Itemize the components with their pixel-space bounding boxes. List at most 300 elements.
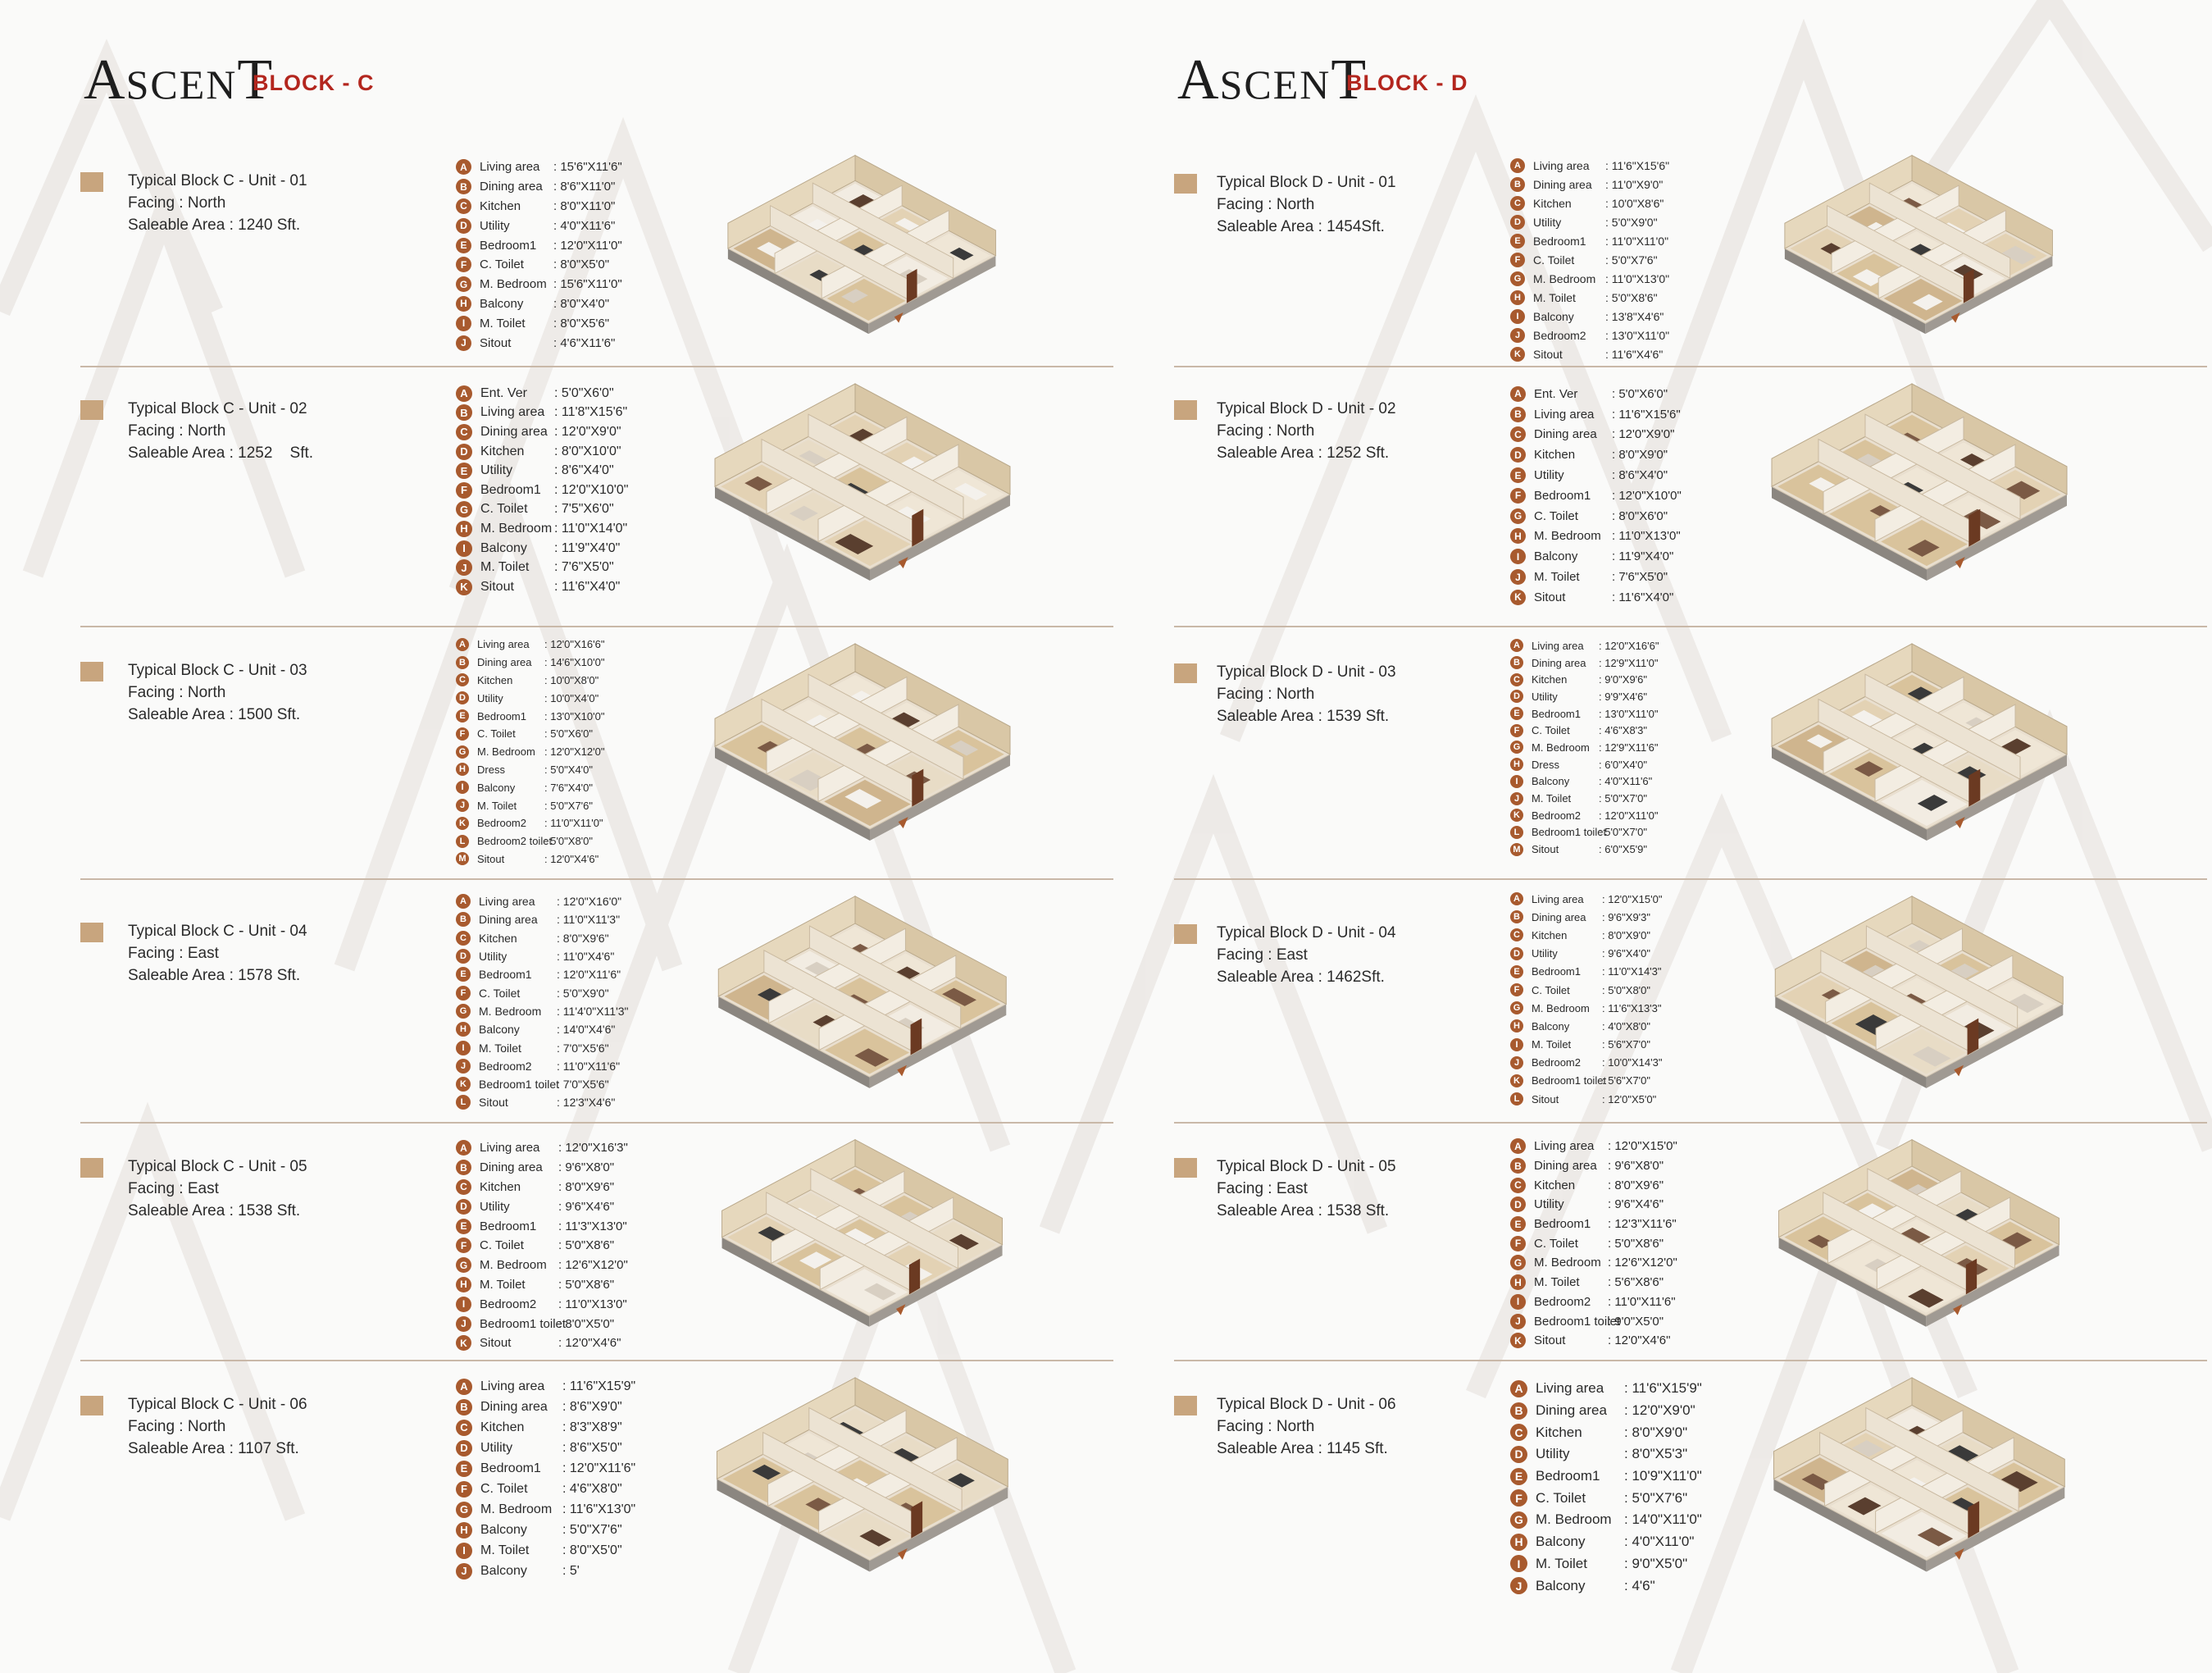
room-name: Balcony bbox=[479, 1023, 520, 1037]
unit-facing: Facing : North bbox=[128, 1418, 226, 1435]
room-letter-badge: I bbox=[1510, 309, 1525, 324]
room-name: M. Bedroom bbox=[1532, 1001, 1590, 1014]
room-name: Utility bbox=[480, 218, 510, 233]
room-letter-badge: G bbox=[456, 1257, 471, 1273]
room-dimension: : 11'0"X14'0" bbox=[554, 521, 628, 536]
room-dimension: : 5'0"X9'0" bbox=[1605, 215, 1658, 229]
unit-facing: Facing : East bbox=[1217, 1180, 1308, 1197]
room-dimension: : 10'0"X8'0" bbox=[544, 673, 599, 686]
block-title: BLOCK - C bbox=[253, 71, 375, 95]
room-dimension: : 5'0"X7'0" bbox=[1599, 792, 1648, 805]
room-letter-badge: B bbox=[456, 1160, 471, 1175]
room-dimension: : 4'6"X8'0" bbox=[562, 1481, 622, 1496]
room-dimension: : 12'6"X12'0" bbox=[1608, 1256, 1677, 1270]
room-item-m-bedroom bbox=[456, 1002, 629, 1020]
room-letter-badge: B bbox=[456, 179, 471, 194]
room-name: M. Toilet bbox=[1532, 792, 1572, 805]
room-letter-badge: J bbox=[456, 335, 471, 351]
room-letter-badge: A bbox=[1510, 1138, 1526, 1154]
room-dimension: : 7'5"X6'0" bbox=[554, 502, 614, 517]
room-item-living-area bbox=[1510, 404, 1682, 425]
room-letter-badge: K bbox=[456, 817, 469, 830]
room-letter-badge: A bbox=[1510, 386, 1526, 402]
room-item-m-bedroom bbox=[1510, 739, 1659, 756]
room-letter-badge: I bbox=[1510, 1294, 1526, 1310]
room-dimension: : 5'0"X7'6" bbox=[1624, 1489, 1688, 1506]
room-item-balcony bbox=[1510, 1017, 1662, 1035]
room-letter-badge: H bbox=[1510, 528, 1526, 544]
room-item-living-area bbox=[456, 1138, 628, 1158]
room-name: Living area bbox=[480, 160, 540, 175]
room-name: Balcony bbox=[477, 781, 516, 794]
room-dimension: : 8'0"X9'0" bbox=[1624, 1424, 1688, 1440]
room-item-kitchen bbox=[1510, 1421, 1702, 1443]
room-item-bedroom1 bbox=[456, 1216, 628, 1236]
room-dimension-list bbox=[456, 892, 629, 1112]
unit-5-row bbox=[1174, 1124, 2207, 1361]
room-name: Utility bbox=[1532, 690, 1558, 703]
room-dimension: : 14'0"X11'0" bbox=[1624, 1511, 1702, 1528]
room-name: Dining area bbox=[480, 1399, 548, 1414]
room-name: Bedroom2 bbox=[477, 817, 526, 830]
room-name: M. Toilet bbox=[480, 560, 530, 575]
room-name: Living area bbox=[1533, 158, 1590, 172]
unit-saleable-area: Saleable Area : 1538 Sft. bbox=[1217, 1202, 1390, 1219]
room-dimension: : 11'9"X4'0" bbox=[554, 540, 621, 555]
room-name: Living area bbox=[480, 405, 545, 420]
room-item-living-area bbox=[456, 1376, 635, 1397]
room-letter-badge: C bbox=[456, 1420, 472, 1436]
room-name: C. Toilet bbox=[479, 986, 521, 1000]
floor-plan-render bbox=[1748, 639, 2076, 868]
room-item-living-area bbox=[1510, 1378, 1702, 1400]
room-item-c-toilet bbox=[1510, 1487, 1702, 1509]
unit-facing: Facing : East bbox=[128, 1180, 219, 1197]
room-item-m-toilet bbox=[1510, 1273, 1677, 1292]
room-item-c-toilet bbox=[1510, 250, 1669, 269]
room-letter-badge: D bbox=[456, 1440, 472, 1456]
room-dimension: : 8'0"X5'3" bbox=[1624, 1446, 1688, 1462]
unit-4-row bbox=[80, 880, 1113, 1124]
room-name: Bedroom1 toilet bbox=[1532, 826, 1607, 839]
unit-1-row bbox=[80, 139, 1113, 367]
room-name: Bedroom1 toilet bbox=[1532, 1074, 1607, 1087]
room-item-utility bbox=[1510, 1443, 1702, 1466]
unit-marker bbox=[80, 1158, 103, 1178]
room-name: Balcony bbox=[480, 296, 524, 311]
room-letter-badge: H bbox=[1510, 1019, 1523, 1033]
room-letter-badge: I bbox=[456, 316, 471, 331]
room-letter-badge: K bbox=[1510, 809, 1523, 822]
room-name: M. Toilet bbox=[480, 316, 526, 330]
room-item-bedroom1 bbox=[1510, 485, 1682, 506]
room-name: Dining area bbox=[480, 1160, 543, 1175]
unit-saleable-area: Saleable Area : 1252 Sft. bbox=[1217, 444, 1390, 462]
room-letter-badge: J bbox=[1510, 792, 1523, 805]
room-letter-badge: A bbox=[456, 159, 471, 175]
room-dimension: : 11'8"X15'6" bbox=[554, 405, 628, 420]
room-dimension: : 11'0"X11'3" bbox=[557, 913, 621, 927]
room-item-kitchen bbox=[1510, 194, 1669, 212]
room-item-balcony bbox=[1510, 546, 1682, 567]
room-letter-badge: J bbox=[456, 559, 472, 576]
unit-marker bbox=[1174, 174, 1197, 194]
room-dimension: : 12'0"X10'0" bbox=[554, 482, 629, 497]
room-name: Balcony bbox=[1536, 1534, 1586, 1550]
room-dimension: : 12'0"X15'0" bbox=[1608, 1139, 1677, 1154]
room-letter-badge: D bbox=[1510, 447, 1526, 463]
room-item-balcony bbox=[456, 539, 628, 558]
room-item-dress bbox=[456, 761, 604, 779]
room-dimension: : 15'6"X11'6" bbox=[553, 160, 622, 175]
unit-title: Typical Block C - Unit - 06 bbox=[128, 1396, 307, 1413]
room-item-bedroom1 bbox=[456, 1458, 635, 1479]
room-name: M. Bedroom bbox=[1534, 1256, 1601, 1270]
room-item-bedroom1 bbox=[456, 481, 628, 500]
room-letter-badge: D bbox=[1510, 1446, 1527, 1463]
room-dimension: : 5'6"X8'6" bbox=[1608, 1275, 1664, 1290]
floor-plan-image bbox=[691, 1135, 1019, 1357]
floor-plan-render bbox=[691, 639, 1019, 868]
room-dimension: : 8'6"X4'0" bbox=[554, 463, 614, 478]
room-dimension: : 13'0"X10'0" bbox=[544, 709, 605, 723]
room-item-kitchen bbox=[456, 1417, 635, 1438]
room-name: Kitchen bbox=[479, 931, 517, 945]
room-item-m-bedroom bbox=[1510, 999, 1662, 1017]
room-name: Living area bbox=[1534, 407, 1595, 422]
room-dimension: : 11'6"X4'0" bbox=[554, 579, 621, 594]
room-item-sitout bbox=[1510, 587, 1682, 608]
room-name: Bedroom2 bbox=[1533, 328, 1586, 342]
room-item-dining-area bbox=[456, 654, 604, 672]
floor-plan-image bbox=[1748, 379, 2076, 613]
floor-plan-render bbox=[1748, 1373, 2076, 1599]
room-letter-badge: G bbox=[1510, 508, 1526, 524]
room-letter-badge: J bbox=[1510, 1314, 1526, 1329]
room-dimension: : 4'6"X8'3" bbox=[1599, 724, 1648, 737]
room-letter-badge: D bbox=[456, 949, 471, 964]
room-dimension: : 12'0"X11'0" bbox=[553, 238, 622, 253]
room-item-kitchen bbox=[1510, 926, 1662, 944]
room-item-dress bbox=[1510, 756, 1659, 773]
room-name: C. Toilet bbox=[1532, 724, 1570, 737]
room-name: Sitout bbox=[1534, 1333, 1566, 1348]
unit-title: Typical Block C - Unit - 03 bbox=[128, 662, 307, 679]
room-dimension: : 4'0"X11'0" bbox=[1624, 1534, 1695, 1550]
room-dimension: : 4'0"X11'6" bbox=[1599, 775, 1653, 788]
room-item-dining-area bbox=[456, 422, 628, 442]
room-item-utility bbox=[456, 216, 622, 235]
room-dimension: : 11'0"X13'0" bbox=[558, 1297, 627, 1311]
unit-info bbox=[1217, 1394, 1396, 1460]
unit-facing: Facing : North bbox=[128, 194, 226, 212]
room-letter-badge: C bbox=[1510, 426, 1526, 442]
room-item-bedroom1 bbox=[1510, 963, 1662, 981]
unit-saleable-area: Saleable Area : 1539 Sft. bbox=[1217, 708, 1390, 725]
room-letter-badge: F bbox=[456, 986, 471, 1001]
room-dimension: : 5'0"X7'6" bbox=[562, 1522, 622, 1537]
room-letter-badge: J bbox=[456, 1563, 472, 1580]
room-name: Sitout bbox=[477, 852, 505, 865]
room-dimension: : 5'0"X6'0" bbox=[544, 727, 594, 741]
room-letter-badge: H bbox=[456, 296, 471, 312]
room-letter-badge: A bbox=[456, 385, 472, 402]
room-name: Utility bbox=[477, 691, 503, 704]
room-dimension: : 10'0"X4'0" bbox=[544, 691, 599, 704]
room-dimension: : 5'0"X8'6" bbox=[1608, 1236, 1664, 1251]
unit-facing: Facing : East bbox=[1217, 946, 1308, 964]
room-item-balcony bbox=[1510, 773, 1659, 791]
room-dimension: : 8'0"X9'6" bbox=[557, 931, 609, 945]
room-item-c-toilet bbox=[456, 255, 622, 275]
unit-marker bbox=[80, 172, 103, 192]
room-letter-badge: K bbox=[456, 579, 472, 595]
room-dimension: : 5'0"X8'6" bbox=[558, 1238, 615, 1253]
room-letter-badge: G bbox=[456, 745, 469, 759]
room-dimension: : 12'9"X11'6" bbox=[1599, 741, 1659, 754]
room-dimension: : 8'3"X8'9" bbox=[562, 1420, 622, 1434]
room-dimension: : 9'6"X4'0" bbox=[1602, 947, 1651, 960]
room-letter-badge: F bbox=[456, 257, 471, 272]
room-letter-badge: H bbox=[456, 1522, 472, 1539]
unit-title: Typical Block C - Unit - 04 bbox=[128, 923, 307, 940]
room-name: C. Toilet bbox=[480, 502, 528, 517]
room-item-m-toilet bbox=[1510, 790, 1659, 807]
unit-title: Typical Block D - Unit - 01 bbox=[1217, 174, 1396, 191]
block-c-column bbox=[80, 0, 1113, 1673]
room-letter-badge: J bbox=[456, 1316, 471, 1332]
room-letter-badge: B bbox=[1510, 1402, 1527, 1420]
room-dimension-list bbox=[456, 1376, 635, 1581]
room-letter-badge: D bbox=[456, 444, 472, 460]
room-item-m-toilet bbox=[456, 1275, 628, 1295]
room-letter-badge: E bbox=[1510, 467, 1526, 483]
room-item-dining-area bbox=[1510, 654, 1659, 672]
unit-2-row bbox=[1174, 367, 2207, 627]
room-dimension-list bbox=[1510, 1378, 1702, 1597]
room-letter-badge: K bbox=[1510, 347, 1525, 362]
unit-info bbox=[1217, 399, 1396, 464]
room-letter-badge: D bbox=[456, 1199, 471, 1215]
room-letter-badge: B bbox=[456, 404, 472, 421]
room-letter-badge: I bbox=[1510, 1555, 1527, 1572]
room-dimension: : 8'6"X4'0" bbox=[1612, 468, 1668, 483]
room-dimension: : 11'6"X15'9" bbox=[1624, 1380, 1702, 1397]
room-dimension: : 12'0"X16'0" bbox=[557, 895, 622, 909]
room-letter-badge: I bbox=[1510, 1038, 1523, 1051]
room-letter-badge: B bbox=[1510, 177, 1525, 192]
unit-saleable-area: Saleable Area : 1145 Sft. bbox=[1217, 1440, 1388, 1457]
unit-marker bbox=[80, 923, 103, 942]
room-name: Kitchen bbox=[477, 673, 513, 686]
room-name: C. Toilet bbox=[1532, 983, 1570, 996]
room-item-balcony bbox=[456, 1020, 629, 1038]
room-letter-badge: G bbox=[456, 1502, 472, 1518]
room-letter-badge: B bbox=[1510, 910, 1523, 923]
room-dimension: : 12'0"X15'0" bbox=[1602, 892, 1663, 905]
room-letter-badge: E bbox=[1510, 1216, 1526, 1232]
room-name: Living area bbox=[477, 638, 530, 651]
room-item-sitout bbox=[456, 333, 622, 353]
room-letter-badge: D bbox=[1510, 690, 1523, 703]
room-dimension: : 5'0"X6'0" bbox=[1612, 386, 1668, 401]
room-letter-badge: H bbox=[1510, 290, 1525, 305]
block-c-header bbox=[80, 48, 736, 113]
room-item-dining-area bbox=[1510, 425, 1682, 445]
room-letter-badge: E bbox=[456, 1219, 471, 1234]
room-dimension: : 11'6"X13'3" bbox=[1602, 1001, 1662, 1014]
unit-saleable-area: Saleable Area : 1462Sft. bbox=[1217, 969, 1385, 986]
unit-info bbox=[128, 660, 307, 726]
room-name: M. Bedroom bbox=[480, 1258, 547, 1273]
room-name: Sitout bbox=[480, 1336, 512, 1351]
room-dimension: : 11'0"X13'0" bbox=[1605, 271, 1670, 285]
room-name: Kitchen bbox=[1532, 673, 1568, 686]
room-dimension: : 10'9"X11'0" bbox=[1624, 1468, 1702, 1484]
room-dimension: : 11'6"X13'0" bbox=[562, 1502, 636, 1516]
room-item-kitchen bbox=[456, 929, 629, 947]
room-dimension: : 13'8"X4'6" bbox=[1605, 309, 1664, 323]
room-letter-badge: A bbox=[1510, 158, 1525, 173]
room-item-balcony bbox=[1510, 1531, 1702, 1553]
room-letter-badge: J bbox=[1510, 569, 1526, 585]
room-name: C. Toilet bbox=[477, 727, 516, 741]
room-item-utility bbox=[456, 947, 629, 965]
room-item-sitout bbox=[1510, 344, 1669, 363]
room-item-m-bedroom bbox=[456, 519, 628, 539]
room-dimension-list bbox=[1510, 890, 1662, 1108]
room-item-dining-area bbox=[1510, 1156, 1677, 1176]
block-d-column bbox=[1174, 0, 2207, 1673]
room-item-bedroom2 bbox=[456, 814, 604, 832]
unit-info bbox=[128, 1156, 307, 1222]
room-name: Sitout bbox=[480, 579, 514, 594]
room-item-balcony bbox=[1510, 1575, 1702, 1597]
room-letter-badge: M bbox=[456, 852, 469, 865]
room-dimension: : 7'6"X5'0" bbox=[1612, 570, 1668, 585]
room-name: Kitchen bbox=[1536, 1424, 1582, 1440]
floor-plan-render bbox=[1748, 379, 2076, 609]
room-name: Kitchen bbox=[480, 198, 521, 213]
room-name: M. Bedroom bbox=[479, 1004, 542, 1018]
unit-saleable-area: Saleable Area : 1500 Sft. bbox=[128, 706, 301, 723]
room-item-m-toilet bbox=[456, 1038, 629, 1056]
room-item-kitchen bbox=[456, 442, 628, 462]
room-name: Utility bbox=[1534, 468, 1564, 483]
room-dimension: : 8'6"X9'0" bbox=[562, 1399, 622, 1414]
room-letter-badge: C bbox=[1510, 928, 1523, 941]
unit-facing: Facing : North bbox=[128, 422, 226, 440]
room-dimension: : 11'0"X13'0" bbox=[1612, 529, 1681, 544]
room-letter-badge: J bbox=[456, 1059, 471, 1074]
room-name: Bedroom1 bbox=[1534, 1217, 1591, 1232]
unit-3-row bbox=[80, 627, 1113, 880]
room-item-sitout bbox=[1510, 1090, 1662, 1108]
unit-marker bbox=[80, 1396, 103, 1415]
room-item-c-toilet bbox=[1510, 506, 1682, 527]
room-dimension: : 5'0"X9'0" bbox=[557, 986, 609, 1000]
unit-4-row bbox=[1174, 880, 2207, 1124]
room-letter-badge: K bbox=[1510, 1074, 1523, 1087]
room-name: Bedroom2 bbox=[479, 1059, 532, 1073]
room-letter-badge: H bbox=[456, 763, 469, 776]
room-item-bedroom1-toilet bbox=[456, 1314, 628, 1333]
room-name: Sitout bbox=[480, 335, 512, 350]
room-letter-badge: I bbox=[456, 540, 472, 557]
room-letter-badge: A bbox=[456, 1140, 471, 1156]
room-name: Bedroom2 bbox=[480, 1297, 537, 1311]
room-name: C. Toilet bbox=[1536, 1489, 1586, 1506]
room-name: Bedroom1 bbox=[1536, 1468, 1600, 1484]
room-name: Dining area bbox=[480, 180, 543, 194]
room-dimension: : 9'6"X9'3" bbox=[1602, 910, 1651, 923]
room-dimension: : 11'0"X14'3" bbox=[1602, 965, 1662, 978]
room-dimension: : 7'0"X5'6" bbox=[557, 1041, 609, 1055]
room-dimension: : 11'0"X11'0" bbox=[1605, 234, 1669, 248]
room-name: M. Toilet bbox=[1533, 290, 1576, 304]
room-dimension: : 5'6"X7'0" bbox=[1602, 1074, 1651, 1087]
room-dimension: : 8'6"X5'0" bbox=[562, 1440, 622, 1455]
room-dimension: : 11'3"X13'0" bbox=[558, 1219, 627, 1233]
room-letter-badge: B bbox=[456, 656, 469, 669]
room-letter-badge: J bbox=[456, 799, 469, 812]
room-letter-badge: E bbox=[456, 1461, 472, 1477]
room-dimension: : 11'6"X15'6" bbox=[1612, 407, 1681, 422]
room-dimension: : 11'0"X4'6" bbox=[557, 950, 615, 964]
room-name: Kitchen bbox=[1532, 928, 1568, 941]
room-name: Living area bbox=[479, 895, 535, 909]
room-item-balcony bbox=[456, 294, 622, 314]
room-letter-badge: L bbox=[456, 1095, 471, 1110]
room-item-living-area bbox=[1510, 1137, 1677, 1156]
room-item-kitchen bbox=[1510, 671, 1659, 688]
room-item-kitchen bbox=[456, 1178, 628, 1197]
room-name: Utility bbox=[480, 463, 513, 478]
room-dimension: : 10'0"X14'3" bbox=[1602, 1056, 1663, 1069]
unit-marker bbox=[1174, 1158, 1197, 1178]
room-item-m-toilet bbox=[456, 796, 604, 814]
room-item-m-bedroom bbox=[1510, 1253, 1677, 1273]
unit-title: Typical Block D - Unit - 02 bbox=[1217, 400, 1396, 417]
room-name: Dining area bbox=[1536, 1402, 1607, 1419]
room-item-m-toilet bbox=[1510, 567, 1682, 587]
room-dimension: : 11'0"X11'6" bbox=[557, 1059, 621, 1073]
room-letter-badge: G bbox=[1510, 1001, 1523, 1014]
floor-plan-image bbox=[1748, 891, 2076, 1119]
unit-saleable-area: Saleable Area : 1578 Sft. bbox=[128, 967, 301, 984]
room-dimension: : 5' bbox=[562, 1563, 580, 1578]
room-dimension: : 12'0"X11'6" bbox=[557, 968, 621, 982]
room-letter-badge: A bbox=[1510, 892, 1523, 905]
room-name: Living area bbox=[1536, 1380, 1604, 1397]
room-dimension: : 7'6"X5'0" bbox=[554, 560, 614, 575]
room-item-sitout bbox=[1510, 1331, 1677, 1351]
unit-marker bbox=[1174, 663, 1197, 683]
room-name: Bedroom1 bbox=[480, 1219, 537, 1233]
room-dimension: : 11'6"X15'9" bbox=[562, 1379, 636, 1393]
room-name: Ent. Ver bbox=[480, 385, 527, 400]
room-dimension: : 11'0"X11'0" bbox=[544, 817, 603, 830]
unit-5-row bbox=[80, 1124, 1113, 1361]
unit-title: Typical Block D - Unit - 04 bbox=[1217, 924, 1396, 941]
unit-saleable-area: Saleable Area : 1454Sft. bbox=[1217, 218, 1385, 235]
room-letter-badge: F bbox=[456, 1238, 471, 1253]
room-name: Living area bbox=[480, 1141, 540, 1156]
room-item-bedroom1-toilet bbox=[1510, 1311, 1677, 1331]
room-dimension: : 5'0"X6'0" bbox=[554, 385, 614, 400]
room-name: Utility bbox=[1536, 1446, 1570, 1462]
room-dimension: : 11'6"X4'6" bbox=[1605, 347, 1664, 361]
